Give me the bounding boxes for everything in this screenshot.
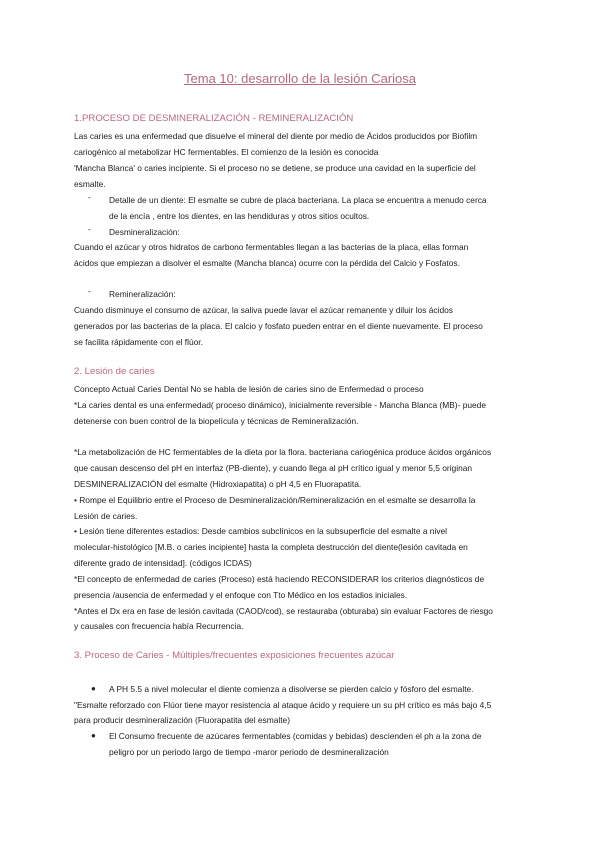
paragraph-line: Las caries es una enfermedad que disuelve el mineral del diente por medio de Ácidos producidos por Biofilm	[74, 131, 478, 141]
paragraph-line: y causales con frecuencia había Recurrencia.	[74, 621, 244, 631]
paragraph-line: 'Mancha Blanca' o caries incipiente. Si el proceso no se detiene, se produce una cavidad en la superficie del	[74, 163, 476, 173]
paragraph-line: Cuando disminuye el consumo de azúcar, la saliva puede lavar el azúcar remanente y diluir los ácidos	[74, 305, 453, 315]
paragraph-line: *Antes el Dx era en fase de lesión cavitada (CAOD/cod), se restauraba (obturaba) sin evaluar Factores de riesgo	[74, 606, 493, 616]
paragraph-line: ácidos que empiezan a disolver el esmalte (Mancha blanca) ocurre con la pérdida del Calcio y Fosfatos.	[74, 258, 460, 268]
list-dash: -	[88, 224, 91, 234]
paragraph-line: *El concepto de enfermedad de caries (Proceso) está haciendo RECONSIDERAR los criterios diagnósticos de	[74, 574, 485, 584]
paragraph-line: que causan descenso del pH en interfaz (PB-diente), y cuando llega al pH crítico igual y menor 5,5 originan	[74, 463, 473, 473]
bullet-item-cont: peligro por un periodo largo de tiempo -maror periodo de desmineralización	[109, 747, 389, 757]
list-item-detalle: Detalle de un diente: El esmalte se cubre de placa bacteriana. La placa se encuentra a menudo cerca	[109, 195, 487, 205]
bullet-item: El Consumo frecuente de azúcares fermentables (comidas y bebidas) descienden el ph a la zona de	[109, 731, 482, 741]
paragraph-line: molecular-histológico [M.B. o caries incipiente] hasta la completa destrucción del diente(lesión cavitada en	[74, 542, 468, 552]
paragraph-line: presencia /ausencia de enfermedad y el enfoque con Tto Médico en los estadios iniciales.	[74, 590, 408, 600]
paragraph-line: Cuando el azúcar y otros hidratos de carbono fermentables llegan a las bacterias de la placa, ellas forman	[74, 242, 469, 252]
list-dash: -	[88, 286, 91, 296]
paragraph-line: detenerse con buen control de la biopelícula y técnicas de Remineralización.	[74, 416, 359, 426]
paragraph-line: • Rompe el Equilibrio entre el Proceso de Desmineralización/Remineralización en el esmalte se desarrolla la	[74, 495, 476, 505]
paragraph-line: esmalte.	[74, 179, 106, 189]
bullet-item: A PH 5.5 a nivel molecular el diente comienza a disolverse se pierden calcio y fósforo del esmalte.	[109, 684, 474, 694]
document-title: Tema 10: desarrollo de la lesión Cariosa	[184, 71, 416, 86]
paragraph-line: *La metabolización de HC fermentables de la dieta por la flora. bacteriana cariogénica produce ácidos orgánicos	[74, 447, 492, 457]
paragraph-line: Concepto Actual Caries Dental No se habla de lesión de caries sino de Enfermedad o proceso	[74, 384, 424, 394]
bullet-icon: ●	[91, 684, 96, 693]
paragraph-line: "Esmalte reforzado con Flúor tiene mayor resistencia al ataque ácido y requiere un su pH crítico es más bajo 4,5	[74, 700, 492, 710]
paragraph-line: generados por las bacterias de la placa. El calcio y fosfato pueden entrar en el diente nuevamente. El proceso	[74, 321, 483, 331]
list-item-remineralizacion: Remineralización:	[109, 289, 176, 299]
paragraph-line: • Lesión tiene diferentes estadios: Desde cambios subclínicos en la subsuperficie del esmalte a nivel	[74, 526, 448, 536]
list-dash: -	[88, 192, 91, 202]
list-item-desmineralizacion: Desmineralización:	[109, 227, 180, 237]
paragraph-line: DESMINERALIZACIÓN del esmalte (Hidroxiapatita) o pH 4,5 en Fluorapatita.	[74, 479, 362, 489]
paragraph-line: para producir desmineralización (Fluorapatita del esmalte)	[74, 715, 290, 725]
list-item-detalle-cont: de la encía , entre los dientes, en las hendiduras y otros sitios ocultos.	[109, 211, 370, 221]
paragraph-line: Lesión de caries.	[74, 511, 138, 521]
bullet-icon: ●	[91, 731, 96, 740]
paragraph-line: *La caries dental es una enfermedad( proceso dinámico), inicialmente reversible - Mancha Blanca (MB)- puede	[74, 400, 486, 410]
paragraph-line: cariogénico al metabolizar HC fermentables. El comienzo de la lesión es conocida	[74, 147, 379, 157]
paragraph-line: diferente grado de intensidad]. (códigos ICDAS)	[74, 558, 252, 568]
section-3-heading: 3. Proceso de Caries - Múltiples/frecuentes exposiciones frecuentes azúcar	[74, 650, 395, 661]
section-1-heading: 1.PROCESO DE DESMINERALIZACIÓN - REMINERALIZACIÓN	[74, 113, 354, 124]
section-2-heading: 2. Lesión de caries	[74, 366, 155, 377]
paragraph-line: se facilita rápidamente con el flúor.	[74, 337, 203, 347]
